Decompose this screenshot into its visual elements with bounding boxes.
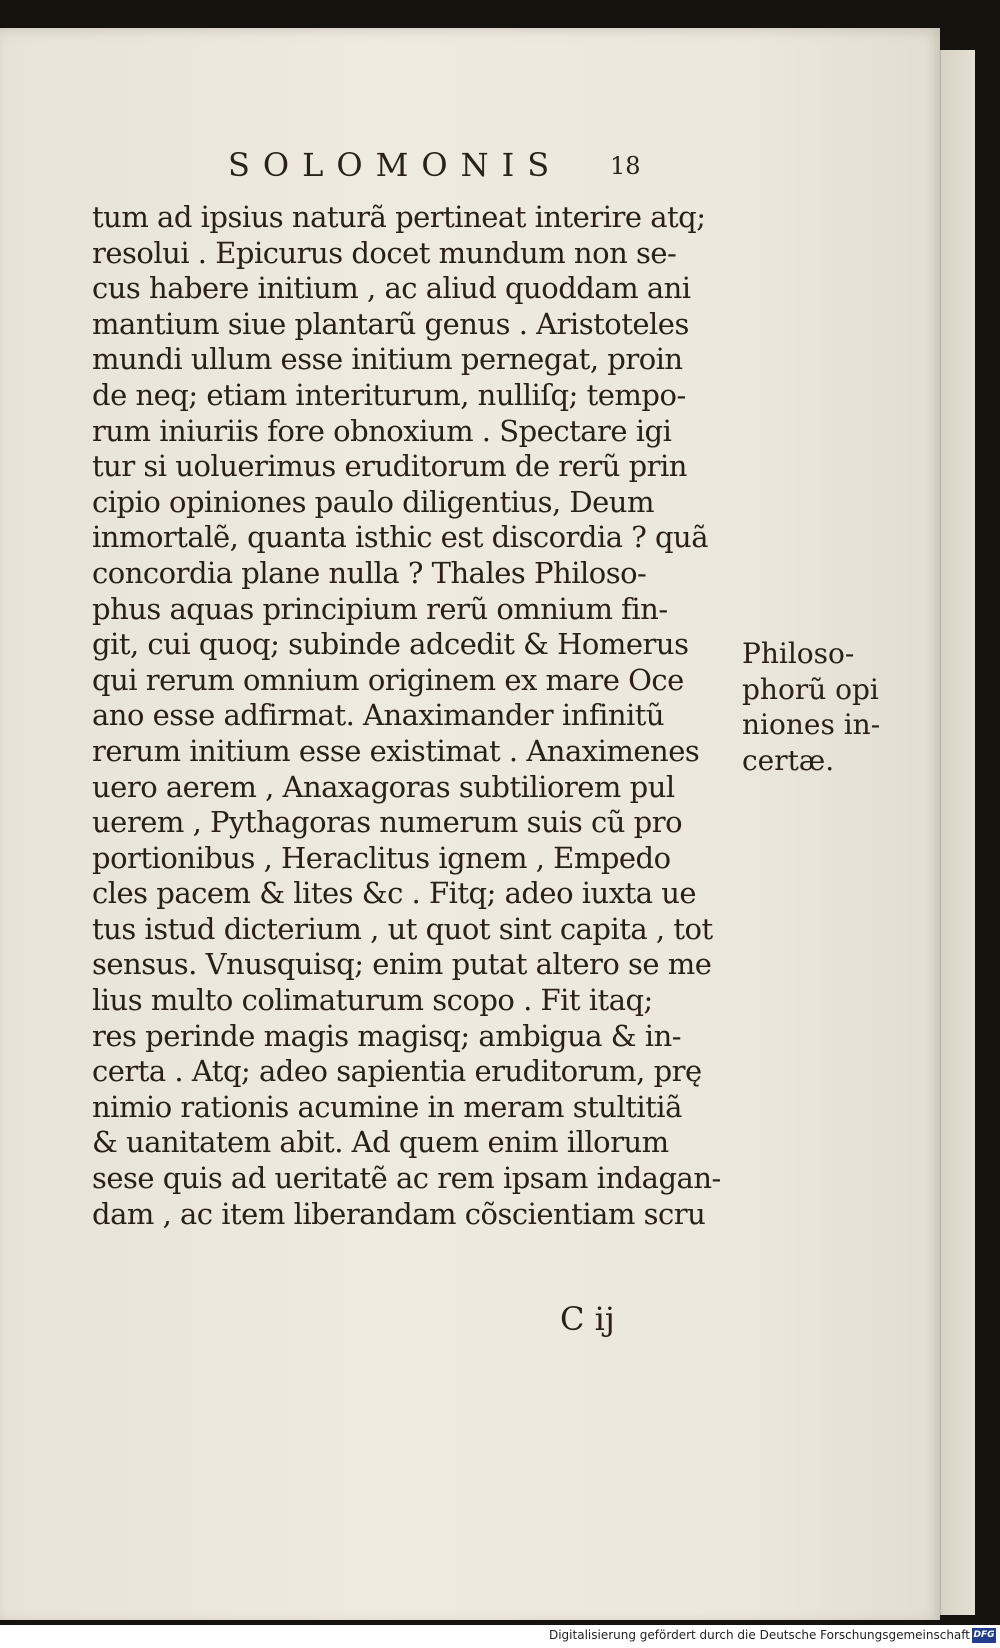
marginal-line: niones in- (742, 708, 881, 742)
running-title: SOLOMONIS (228, 146, 563, 184)
text-line: resolui . Epicurus docet mundum non se- (92, 235, 677, 270)
text-line: lius multo colimaturum scopo . Fit itaq; (92, 983, 653, 1018)
text-line: concordia plane nulla ? Thales Philoso- (92, 555, 647, 590)
text-line: rum iniuriis fore obnoxium . Spectare igi (92, 413, 672, 448)
text-line: git, cui quoq; subinde adcedit & Homerus (92, 627, 689, 662)
text-line: portionibus , Heraclitus ignem , Empedo (92, 840, 671, 875)
marginal-line: phorũ opi (742, 672, 879, 706)
marginal-line: certæ. (742, 743, 835, 777)
dfg-logo-icon: DFG (972, 1628, 996, 1643)
text-line: mantium siue plantarũ genus . Aristoteles (92, 306, 689, 341)
marginal-note (742, 636, 902, 778)
digitization-footer (0, 1625, 1000, 1648)
folio-number: 18 (610, 152, 641, 180)
body-text (92, 200, 732, 1232)
page-edge (940, 50, 975, 1615)
footer-credit: Digitalisierung gefördert durch die Deutsche Forschungsgemeinschaft (548, 1628, 970, 1642)
text-line: cles pacem & lites &c . Fitq; adeo iuxta ue (92, 876, 697, 911)
text-line: certa . Atq; adeo sapientia eruditorum, prę (92, 1054, 702, 1089)
text-line: res perinde magis magisq; ambigua & in- (92, 1018, 682, 1053)
text-line: cipio opiniones paulo diligentius, Deum (92, 484, 654, 519)
text-line: tum ad ipsius naturã pertineat interire atq; (92, 200, 706, 234)
marginal-line: Philoso- (742, 637, 855, 670)
text-line: tur si uoluerimus eruditorum de rerũ prin (92, 449, 687, 484)
text-line: de neq; etiam interiturum, nulliſq; tempo- (92, 377, 686, 412)
text-line: sensus. Vnusquisq; enim putat altero se me (92, 947, 712, 982)
text-line: dam , ac item liberandam cõscientiam scru (92, 1196, 706, 1231)
text-line: uerem , Pythagoras numerum suis cũ pro (92, 805, 683, 840)
text-line: qui rerum omnium originem ex mare Oce (92, 662, 684, 697)
page-header (0, 146, 940, 186)
signature-mark: C ij (560, 1300, 615, 1338)
text-line: cus habere initium , ac aliud quoddam ani (92, 271, 691, 306)
text-line: mundi ullum esse initium pernegat, proin (92, 342, 683, 377)
text-line: & uanitatem abit. Ad quem enim illorum (92, 1125, 669, 1160)
text-line: nimio rationis acumine in meram stultitiã (92, 1089, 682, 1124)
text-line: ano esse adfirmat. Anaximander infinitũ (92, 698, 665, 733)
text-line: uero aerem , Anaxagoras subtiliorem pul (92, 769, 675, 804)
book-page (0, 28, 940, 1620)
text-line: inmortalẽ, quanta isthic est discordia ? quã (92, 520, 709, 555)
text-line: sese quis ad ueritatẽ ac rem ipsam indagan- (92, 1161, 721, 1196)
text-line: tus istud dicterium , ut quot sint capita , tot (92, 911, 713, 946)
text-line: phus aquas principium rerũ omnium fin- (92, 591, 668, 626)
text-line: rerum initium esse existimat . Anaximenes (92, 733, 700, 768)
